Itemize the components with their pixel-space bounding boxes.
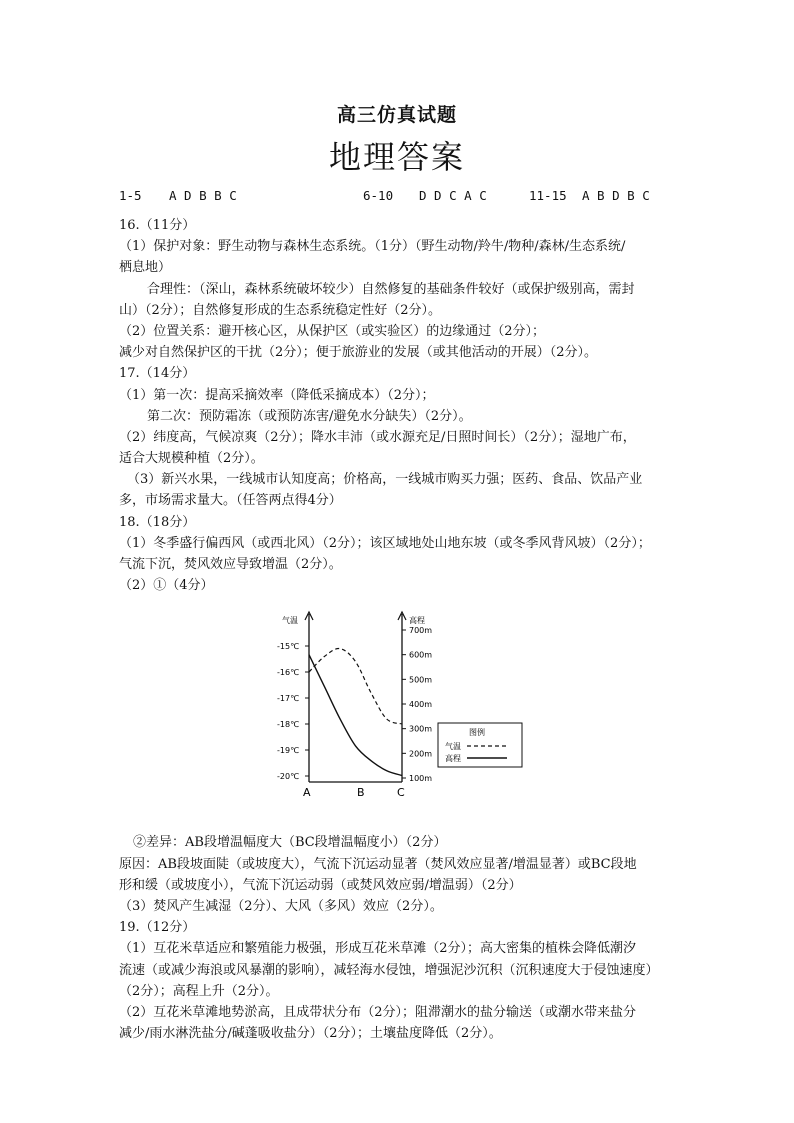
answer-body xyxy=(119,215,679,1044)
legend-label-temp: 气温 xyxy=(445,742,461,752)
right-tick-label: 400m xyxy=(409,700,433,710)
mc-answers-1: A D B B C xyxy=(169,188,237,203)
text-line: 原因：AB段坡面陡（或坡度大），气流下沉运动显著（焚风效应显著/增温显著）或BC段地 xyxy=(119,856,637,872)
text-line: 第二次：预防霜冻（或预防冻害/避免水分缺失）（2分）。 xyxy=(147,408,472,424)
text-line: 多，市场需求量大。（任答两点得4分） xyxy=(119,493,342,509)
text-line: （2）①（4分） xyxy=(119,578,214,594)
right-tick-label: 500m xyxy=(409,675,433,685)
right-tick-label: 300m xyxy=(409,725,433,735)
mc-range-2: 6-10 xyxy=(363,188,394,203)
mc-answers-3: A B D B C xyxy=(582,188,650,203)
legend-label-elev: 高程 xyxy=(445,754,461,764)
right-tick-label: 200m xyxy=(409,749,433,759)
text-line: （2）互花米草滩地势淤高，且成带状分布（2分）；阻滞潮水的盐分输送（或潮水带来盐分 xyxy=(119,1004,637,1020)
text-line: 栖息地） xyxy=(119,260,172,276)
text-line: 18.（18分） xyxy=(119,514,196,530)
text-line: （3）新兴水果，一线城市认知度高；价格高，一线城市购买力强；医药、食品、饮品产业 xyxy=(127,472,643,488)
text-line: （1）第一次：提高采摘效率（降低采摘成本）（2分）； xyxy=(119,387,435,403)
text-line: （1）保护对象：野生动物与森林生态系统。（1分）（野生动物/羚牛/物种/森林/生态系统/ xyxy=(119,239,626,255)
text-line: （2）纬度高，气候凉爽（2分）；降水丰沛（或水源充足/日照时间长）（2分）；湿地广布， xyxy=(119,429,636,445)
text-line: 17.（14分） xyxy=(119,366,196,382)
mc-range-1: 1-5 xyxy=(119,188,142,203)
page-subtitle: 高三仿真试题 xyxy=(336,104,457,126)
x-label-b: B xyxy=(357,786,365,800)
right-tick-label: 700m xyxy=(409,626,433,636)
answer-body-lower xyxy=(119,832,679,1044)
text-line: 19.（12分） xyxy=(119,920,196,936)
text-line: 16.（11分） xyxy=(119,218,196,233)
text-line: （3）焚风产生减湿（2分）、大风（多风）效应（2分）。 xyxy=(119,898,443,914)
chart-svg xyxy=(119,596,679,832)
legend-title: 图例 xyxy=(469,728,485,738)
text-line: 适合大规模种植（2分）。 xyxy=(119,451,264,467)
text-line: 气流下沉，焚风效应导致增温（2分）。 xyxy=(119,557,342,572)
left-tick-label: -20℃ xyxy=(277,772,300,782)
left-tick-label: -18℃ xyxy=(277,720,300,730)
left-tick-label: -17℃ xyxy=(277,694,300,704)
text-line: 形和缓（或坡度小），气流下沉运动弱（或焚风效应弱/增温弱）（2分） xyxy=(119,877,522,893)
mc-answers-2: D D C A C xyxy=(419,188,487,203)
text-line: 减少/雨水淋洗盐分/碱蓬吸收盐分）（2分）；土壤盐度降低（2分）。 xyxy=(119,1026,502,1042)
left-tick-label: -15℃ xyxy=(277,642,300,652)
mc-range-3: 11-15 xyxy=(529,188,567,203)
text-line: （1）冬季盛行偏西风（或西北风）（2分）；该区域地处山地东坡（或冬季风背风坡）（2分）； xyxy=(119,535,651,551)
text-line: （1）互花米草适应和繁殖能力极强，形成互花米草滩（2分）；高大密集的植株会降低潮汐 xyxy=(119,941,637,957)
x-label-c: C xyxy=(397,786,405,800)
text-line: （2）位置关系：避开核心区，从保护区（或实验区）的边缘通过（2分）； xyxy=(119,323,546,339)
text-line: 山）（2分）；自然修复形成的生态系统稳定性好（2分）。 xyxy=(119,302,442,318)
right-axis-label: 高程 xyxy=(409,616,425,626)
page-title: 地理答案 xyxy=(328,138,465,176)
text-line: 减少对自然保护区的干扰（2分）；便于旅游业的发展（或其他活动的开展）（2分）。 xyxy=(119,345,598,361)
temperature-line xyxy=(309,649,402,725)
right-tick-label: 600m xyxy=(409,651,433,661)
text-line: ②差异：AB段增温幅度大（BC段增温幅度小）（2分） xyxy=(133,835,447,851)
text-line: 合理性：（深山，森林系统破坏较少）自然修复的基础条件较好（或保护级别高，需封 xyxy=(147,281,635,297)
right-tick-label: 100m xyxy=(409,774,433,784)
elevation-line xyxy=(309,655,402,776)
left-axis-label: 气温 xyxy=(282,616,298,626)
foehn-chart xyxy=(119,596,679,832)
tick-group xyxy=(277,626,432,783)
x-label-a: A xyxy=(303,786,311,800)
text-line: 流速（或减少海浪或风暴潮的影响），减轻海水侵蚀，增强泥沙沉积（沉积速度大于侵蚀速度） xyxy=(119,962,659,978)
left-tick-label: -16℃ xyxy=(277,668,300,678)
left-tick-label: -19℃ xyxy=(277,746,300,756)
text-line: （2分）；高程上升（2分）。 xyxy=(119,983,279,999)
